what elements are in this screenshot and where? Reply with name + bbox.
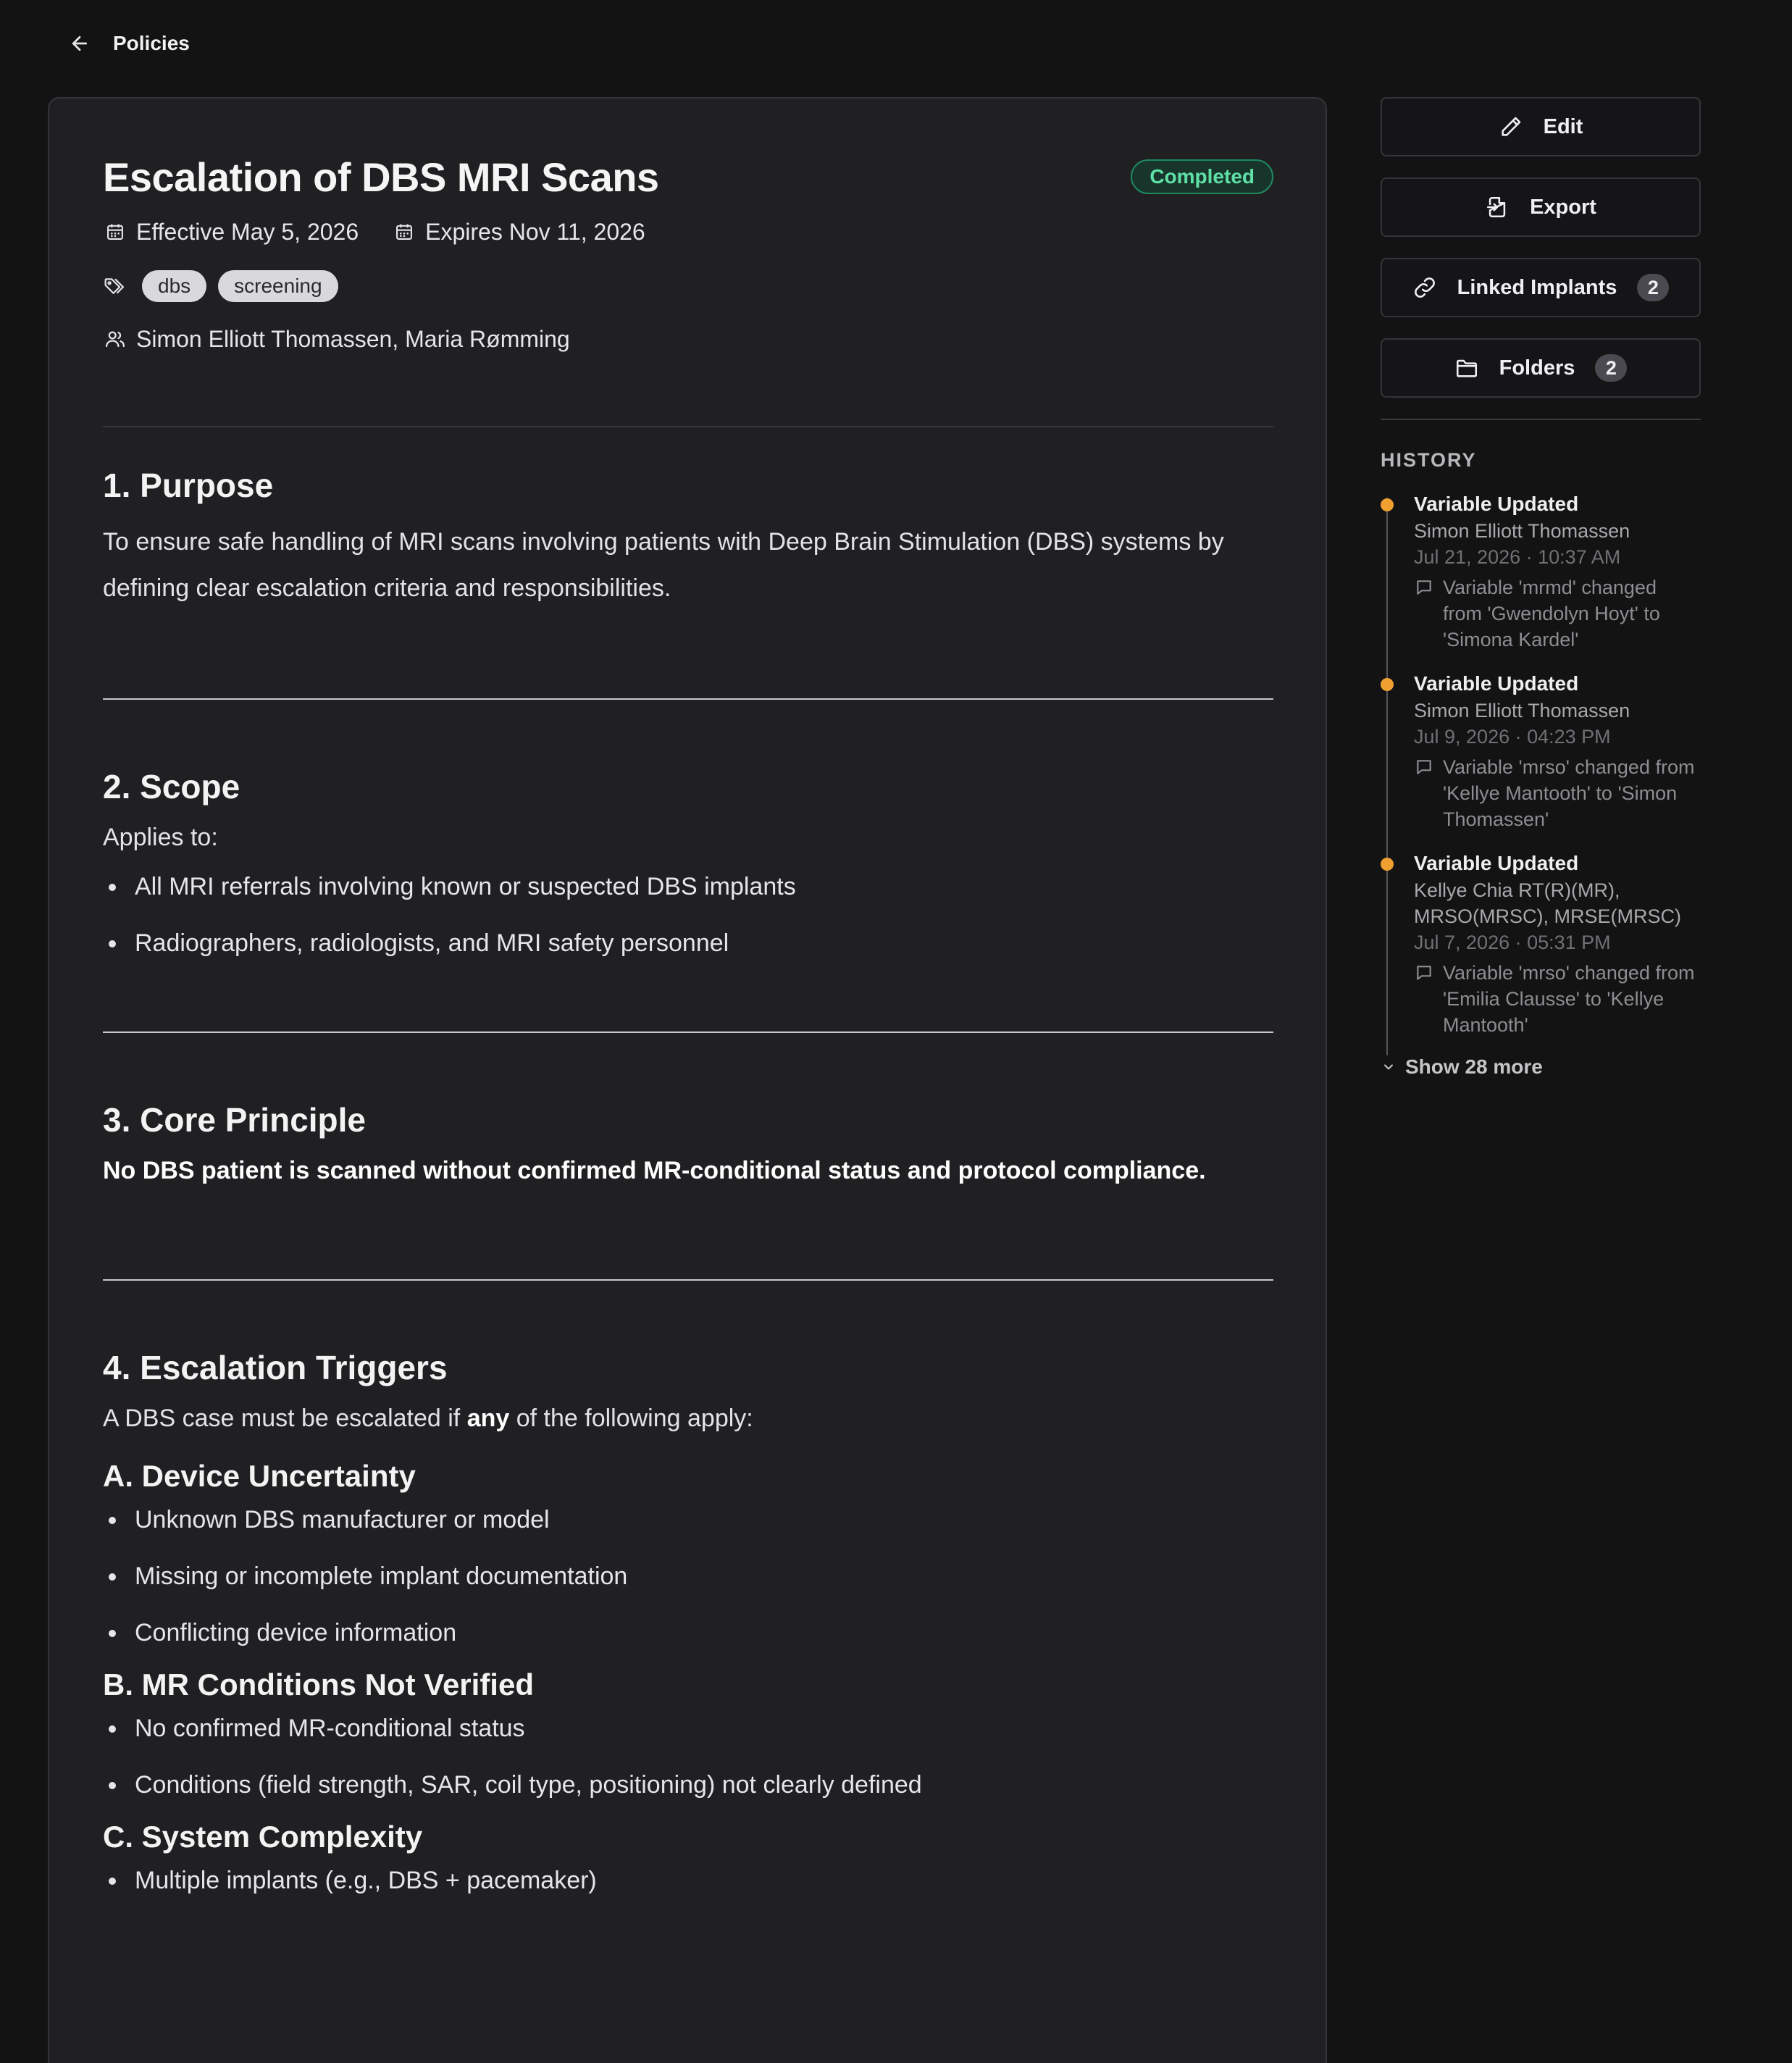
list-item: Unknown DBS manufacturer or model xyxy=(103,1502,1273,1537)
show-more-label: Show 28 more xyxy=(1405,1055,1543,1078)
export-button-label: Export xyxy=(1530,195,1596,219)
subheading-system-complexity: C. System Complexity xyxy=(103,1820,423,1854)
history-event-note xyxy=(1414,754,1701,832)
list-item: Radiographers, radiologists, and MRI safety personnel xyxy=(103,926,1273,961)
title-row xyxy=(103,152,1273,203)
history-event-user: Simon Elliott Thomassen xyxy=(1414,520,1630,542)
chevron-down-icon xyxy=(1381,1059,1397,1075)
users-icon xyxy=(103,327,127,351)
sidebar xyxy=(1381,97,1701,1079)
history-event xyxy=(1414,490,1701,653)
calendar-icon xyxy=(103,219,127,244)
history-timeline xyxy=(1381,490,1701,1038)
scope-intro: Applies to: xyxy=(103,824,218,851)
top-bar xyxy=(65,28,190,59)
calendar-icon xyxy=(392,219,416,244)
show-more-button[interactable] xyxy=(1381,1055,1701,1079)
edit-button[interactable] xyxy=(1381,97,1701,156)
linked-implants-label: Linked Implants xyxy=(1457,275,1617,299)
timeline-line xyxy=(1386,498,1388,1055)
tag-chip[interactable]: screening xyxy=(218,270,338,302)
arrow-left-icon[interactable] xyxy=(65,29,94,58)
history-event-user: Simon Elliott Thomassen xyxy=(1414,700,1630,721)
device-uncertainty-list xyxy=(103,1502,1273,1650)
header-divider xyxy=(103,426,1273,427)
tag-chip[interactable]: dbs xyxy=(142,270,206,302)
history-event-time: Jul 9, 2026 · 04:23 PM xyxy=(1414,726,1611,748)
list-item: No confirmed MR-conditional status xyxy=(103,1711,1273,1746)
edit-button-label: Edit xyxy=(1543,114,1583,138)
expiry-date xyxy=(392,219,645,246)
subheading-device-uncertainty: A. Device Uncertainty xyxy=(103,1459,416,1493)
section-heading-purpose: 1. Purpose xyxy=(103,466,274,504)
policy-content xyxy=(103,152,1273,1898)
section-divider xyxy=(103,1279,1273,1281)
export-button[interactable] xyxy=(1381,177,1701,237)
pencil-icon xyxy=(1499,114,1523,139)
system-complexity-list xyxy=(103,1863,1273,1898)
list-item: All MRI referrals involving known or suspected DBS implants xyxy=(103,869,1273,904)
history-event-note-text: Variable 'mrmd' changed from 'Gwendolyn Hoyt' to 'Simona Kardel' xyxy=(1443,577,1660,650)
history-event-time: Jul 7, 2026 · 05:31 PM xyxy=(1414,932,1611,953)
list-item: Conflicting device information xyxy=(103,1615,1273,1650)
message-icon xyxy=(1414,574,1434,601)
list-item: Multiple implants (e.g., DBS + pacemaker) xyxy=(103,1863,1273,1898)
message-icon xyxy=(1414,960,1434,986)
history-event-time: Jul 21, 2026 · 10:37 AM xyxy=(1414,546,1621,568)
list-item: Missing or incomplete implant documentation xyxy=(103,1559,1273,1594)
tag-icon xyxy=(103,274,127,298)
timeline-dot xyxy=(1381,678,1394,691)
expiry-date-text: Expires Nov 11, 2026 xyxy=(425,218,645,245)
history-event-note xyxy=(1414,960,1701,1038)
history-heading: HISTORY xyxy=(1381,449,1477,471)
linked-implants-count: 2 xyxy=(1637,274,1669,301)
folder-icon xyxy=(1454,356,1479,380)
status-badge: Completed xyxy=(1131,159,1273,194)
history-event-user: Kellye Chia RT(R)(MR), MRSO(MRSC), MRSE(MRSC) xyxy=(1414,879,1681,927)
core-principle-text: No DBS patient is scanned without confirmed MR-conditional status and protocol compliance. xyxy=(103,1157,1206,1184)
breadcrumb-policies[interactable]: Policies xyxy=(113,32,190,54)
section-heading-triggers: 4. Escalation Triggers xyxy=(103,1349,448,1386)
scope-list xyxy=(103,869,1273,961)
history-event-note xyxy=(1414,574,1701,653)
section-divider xyxy=(103,1032,1273,1033)
list-item: Conditions (field strength, SAR, coil type, positioning) not clearly defined xyxy=(103,1767,1273,1802)
effective-date xyxy=(103,219,359,246)
history-event xyxy=(1414,670,1701,832)
purpose-text: To ensure safe handling of MRI scans involving patients with Deep Brain Stimulation (DBS) systems by defining clear escalation criteria and responsibilities. xyxy=(103,528,1224,602)
section-heading-scope: 2. Scope xyxy=(103,768,240,805)
history-event-note-text: Variable 'mrso' changed from 'Kellye Mantooth' to 'Simon Thomassen' xyxy=(1443,756,1695,830)
linked-implants-button[interactable] xyxy=(1381,258,1701,317)
section-divider xyxy=(103,698,1273,700)
history-event-note-text: Variable 'mrso' changed from 'Emilia Clausse' to 'Kellye Mantooth' xyxy=(1443,962,1695,1036)
message-icon xyxy=(1414,754,1434,780)
history-event-title: Variable Updated xyxy=(1414,672,1579,695)
timeline-dot xyxy=(1381,858,1394,871)
link-icon xyxy=(1412,275,1437,300)
file-export-icon xyxy=(1485,195,1510,219)
tags-row xyxy=(103,269,1273,303)
dates-row xyxy=(103,216,1273,248)
policy-card xyxy=(48,97,1327,2063)
history-event-title: Variable Updated xyxy=(1414,493,1579,515)
owners-text: Simon Elliott Thomassen, Maria Rømming xyxy=(136,325,570,352)
folders-button[interactable] xyxy=(1381,338,1701,398)
history-event-title: Variable Updated xyxy=(1414,852,1579,874)
owners-row xyxy=(103,323,1273,355)
effective-date-text: Effective May 5, 2026 xyxy=(136,218,359,245)
subheading-mr-conditions: B. MR Conditions Not Verified xyxy=(103,1667,534,1702)
page-title: Escalation of DBS MRI Scans xyxy=(103,154,659,200)
mr-conditions-list xyxy=(103,1711,1273,1802)
folders-count: 2 xyxy=(1595,354,1627,382)
timeline-dot xyxy=(1381,498,1394,511)
triggers-intro: A DBS case must be escalated if any of the following apply: xyxy=(103,1405,753,1432)
section-heading-core: 3. Core Principle xyxy=(103,1101,367,1139)
sidebar-divider xyxy=(1381,419,1701,420)
history-event xyxy=(1414,850,1701,1038)
folders-label: Folders xyxy=(1499,356,1575,380)
